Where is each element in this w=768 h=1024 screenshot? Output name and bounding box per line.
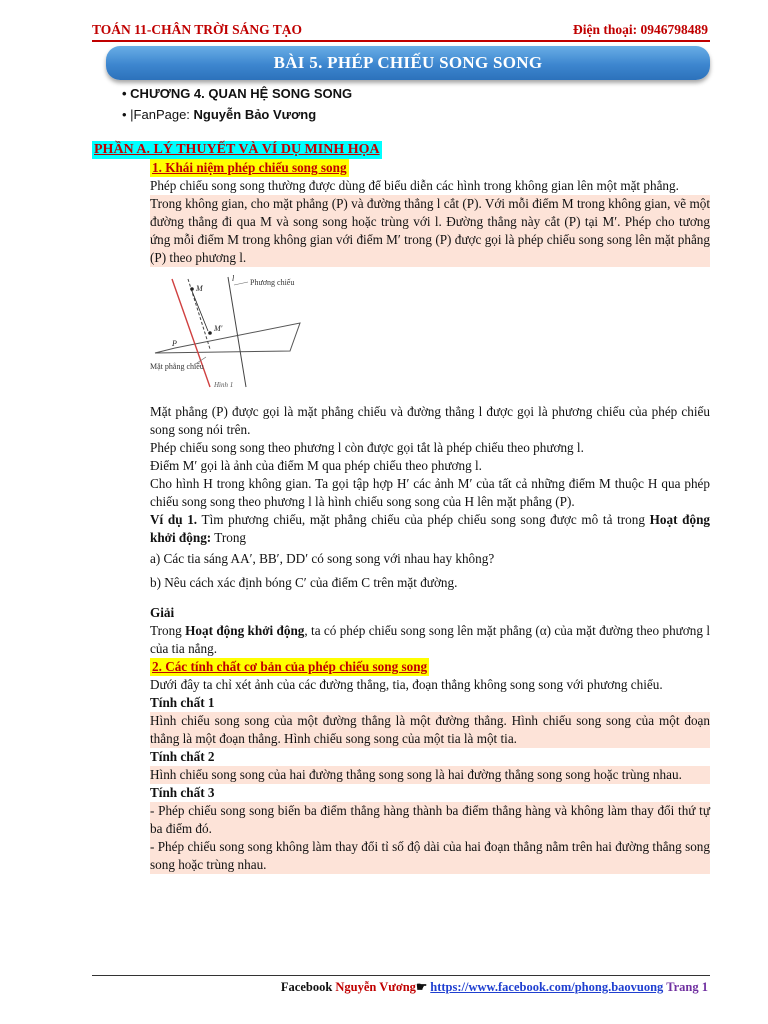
example-1-text: Tìm phương chiếu, mặt phẳng chiếu của phép chiếu song song được mô tả trong	[197, 512, 650, 527]
lesson-title-banner: BÀI 5. PHÉP CHIẾU SONG SONG	[106, 46, 710, 80]
header-title: TOÁN 11-CHÂN TRỜI SÁNG TẠO	[92, 22, 303, 37]
property-3-label: Tính chất 3	[150, 785, 215, 800]
figure-caption: Hình 1	[214, 381, 234, 389]
property-1-label: Tính chất 1	[150, 695, 215, 710]
paragraph-4: Phép chiếu song song theo phương l còn được gọi tắt là phép chiếu theo phương l.	[150, 440, 584, 455]
paragraph-7: Dưới đây ta chỉ xét ảnh của các đường thẳng, tia, đoạn thẳng không song song với phương chiếu.	[150, 677, 663, 692]
paragraph-6: Cho hình H trong không gian. Ta gọi tập hợp H′ các ảnh M′ của tất cả những điểm M thuộc H qua phép chiếu song song theo phương l là hình chiếu song song của H lên mặt phẳng (P).	[150, 476, 710, 509]
fanpage-line	[122, 104, 352, 125]
footer-facebook-link[interactable]: https://www.facebook.com/phong.baovuong	[430, 980, 664, 994]
header-divider	[92, 40, 710, 42]
property-1-text: Hình chiếu song song của một đường thẳng là một đường thẳng. Hình chiếu song song của một đoạn thẳng là một đoạn thẳng. Hình chiếu song song của một tia là một tia.	[150, 713, 710, 746]
footer-hand-icon: ☛	[415, 980, 431, 994]
example-1	[150, 511, 710, 547]
footer-facebook: Facebook	[280, 980, 336, 994]
figure-label-m: M	[196, 284, 203, 293]
projection-diagram	[150, 269, 320, 399]
footer	[281, 979, 708, 995]
solution-heading: Giải	[150, 605, 175, 620]
header-phone: Điện thoại: 0946798489	[573, 22, 708, 37]
meta-bullets	[122, 83, 352, 125]
figure-label-mprime: M′	[214, 324, 223, 333]
example-1-a: a) Các tia sáng AA′, BB′, DD′ có song song với nhau hay không?	[150, 551, 495, 566]
fanpage-prefix: • |FanPage:	[122, 107, 194, 122]
property-3-text-a: - Phép chiếu song song biến ba điểm thẳng hàng thành ba điểm thẳng hàng và không làm thay đổi thứ tự ba điểm đó.	[150, 803, 710, 836]
solution-body: , ta có phép chiếu song song lên mặt phẳng (α) của mặt đường theo phương l của tia nắng.	[150, 623, 710, 656]
solution-text	[150, 622, 710, 658]
figure-label-plane: Mặt phẳng chiếu	[150, 362, 204, 371]
example-1-label: Ví dụ 1.	[150, 512, 198, 527]
footer-page-number: Trang 1	[663, 980, 708, 994]
solution-bold: Hoạt động khởi động	[185, 623, 305, 638]
property-1-heading	[150, 694, 710, 712]
property-2-heading	[150, 748, 710, 766]
paragraph-1: Phép chiếu song song thường được dùng để biểu diễn các hình trong không gian lên một mặt phẳng.	[150, 178, 679, 193]
paragraph-5: Điểm M′ gọi là ảnh của điểm M qua phép chiếu theo phương l.	[150, 458, 482, 473]
projection-figure	[150, 269, 710, 399]
chapter-line: • CHƯƠNG 4. QUAN HỆ SONG SONG	[122, 86, 353, 101]
example-1-tail: Trong	[211, 530, 247, 545]
part-a-heading: PHẦN A. LÝ THUYẾT VÀ VÍ DỤ MINH HỌA	[94, 142, 380, 157]
property-3-text-b: - Phép chiếu song song không làm thay đổi tỉ số độ dài của hai đoạn thẳng nằm trên hai đường thẳng song song hoặc trùng nhau.	[150, 839, 710, 872]
property-2-text: Hình chiếu song song của hai đường thẳng song song là hai đường thẳng song song hoặc trùng nhau.	[150, 766, 710, 784]
solution-pre: Trong	[150, 623, 186, 638]
figure-label-l: l	[232, 274, 235, 283]
figure-label-direction: Phương chiếu	[250, 278, 295, 287]
section-2-heading: 2. Các tính chất cơ bản của phép chiếu song song	[152, 659, 428, 674]
property-2-label: Tính chất 2	[150, 749, 215, 764]
definition-paragraph: Trong không gian, cho mặt phẳng (P) và đường thẳng l cắt (P). Với mỗi điểm M trong không gian, vẽ một đường thẳng đi qua M và song song hoặc trùng với l. Đường thẳng này cắt (P) tại M′. Phép cho tương ứng mỗi điểm M trong không gian với điểm M′ trong (P) được gọi là phép chiếu song song lên mặt phẳng (P) theo phương l.	[150, 196, 710, 265]
footer-divider	[92, 975, 710, 976]
fanpage-name: Nguyễn Bảo Vương	[193, 107, 317, 122]
example-1-b: b) Nêu cách xác định bóng C′ của điểm C trên mặt đường.	[150, 575, 458, 590]
footer-author: Nguyễn Vương	[335, 980, 416, 994]
main-content	[94, 140, 710, 874]
paragraph-3: Mặt phẳng (P) được gọi là mặt phẳng chiếu và đường thẳng l được gọi là phương chiếu của phép chiếu song song nói trên.	[150, 404, 710, 437]
solution-label	[150, 604, 710, 622]
example-1-bold: Hoạt động khởi động:	[150, 512, 710, 545]
section-1-heading: 1. Khái niệm phép chiếu song song	[152, 160, 347, 175]
property-3-heading	[150, 784, 710, 802]
figure-label-p: P	[172, 339, 177, 348]
